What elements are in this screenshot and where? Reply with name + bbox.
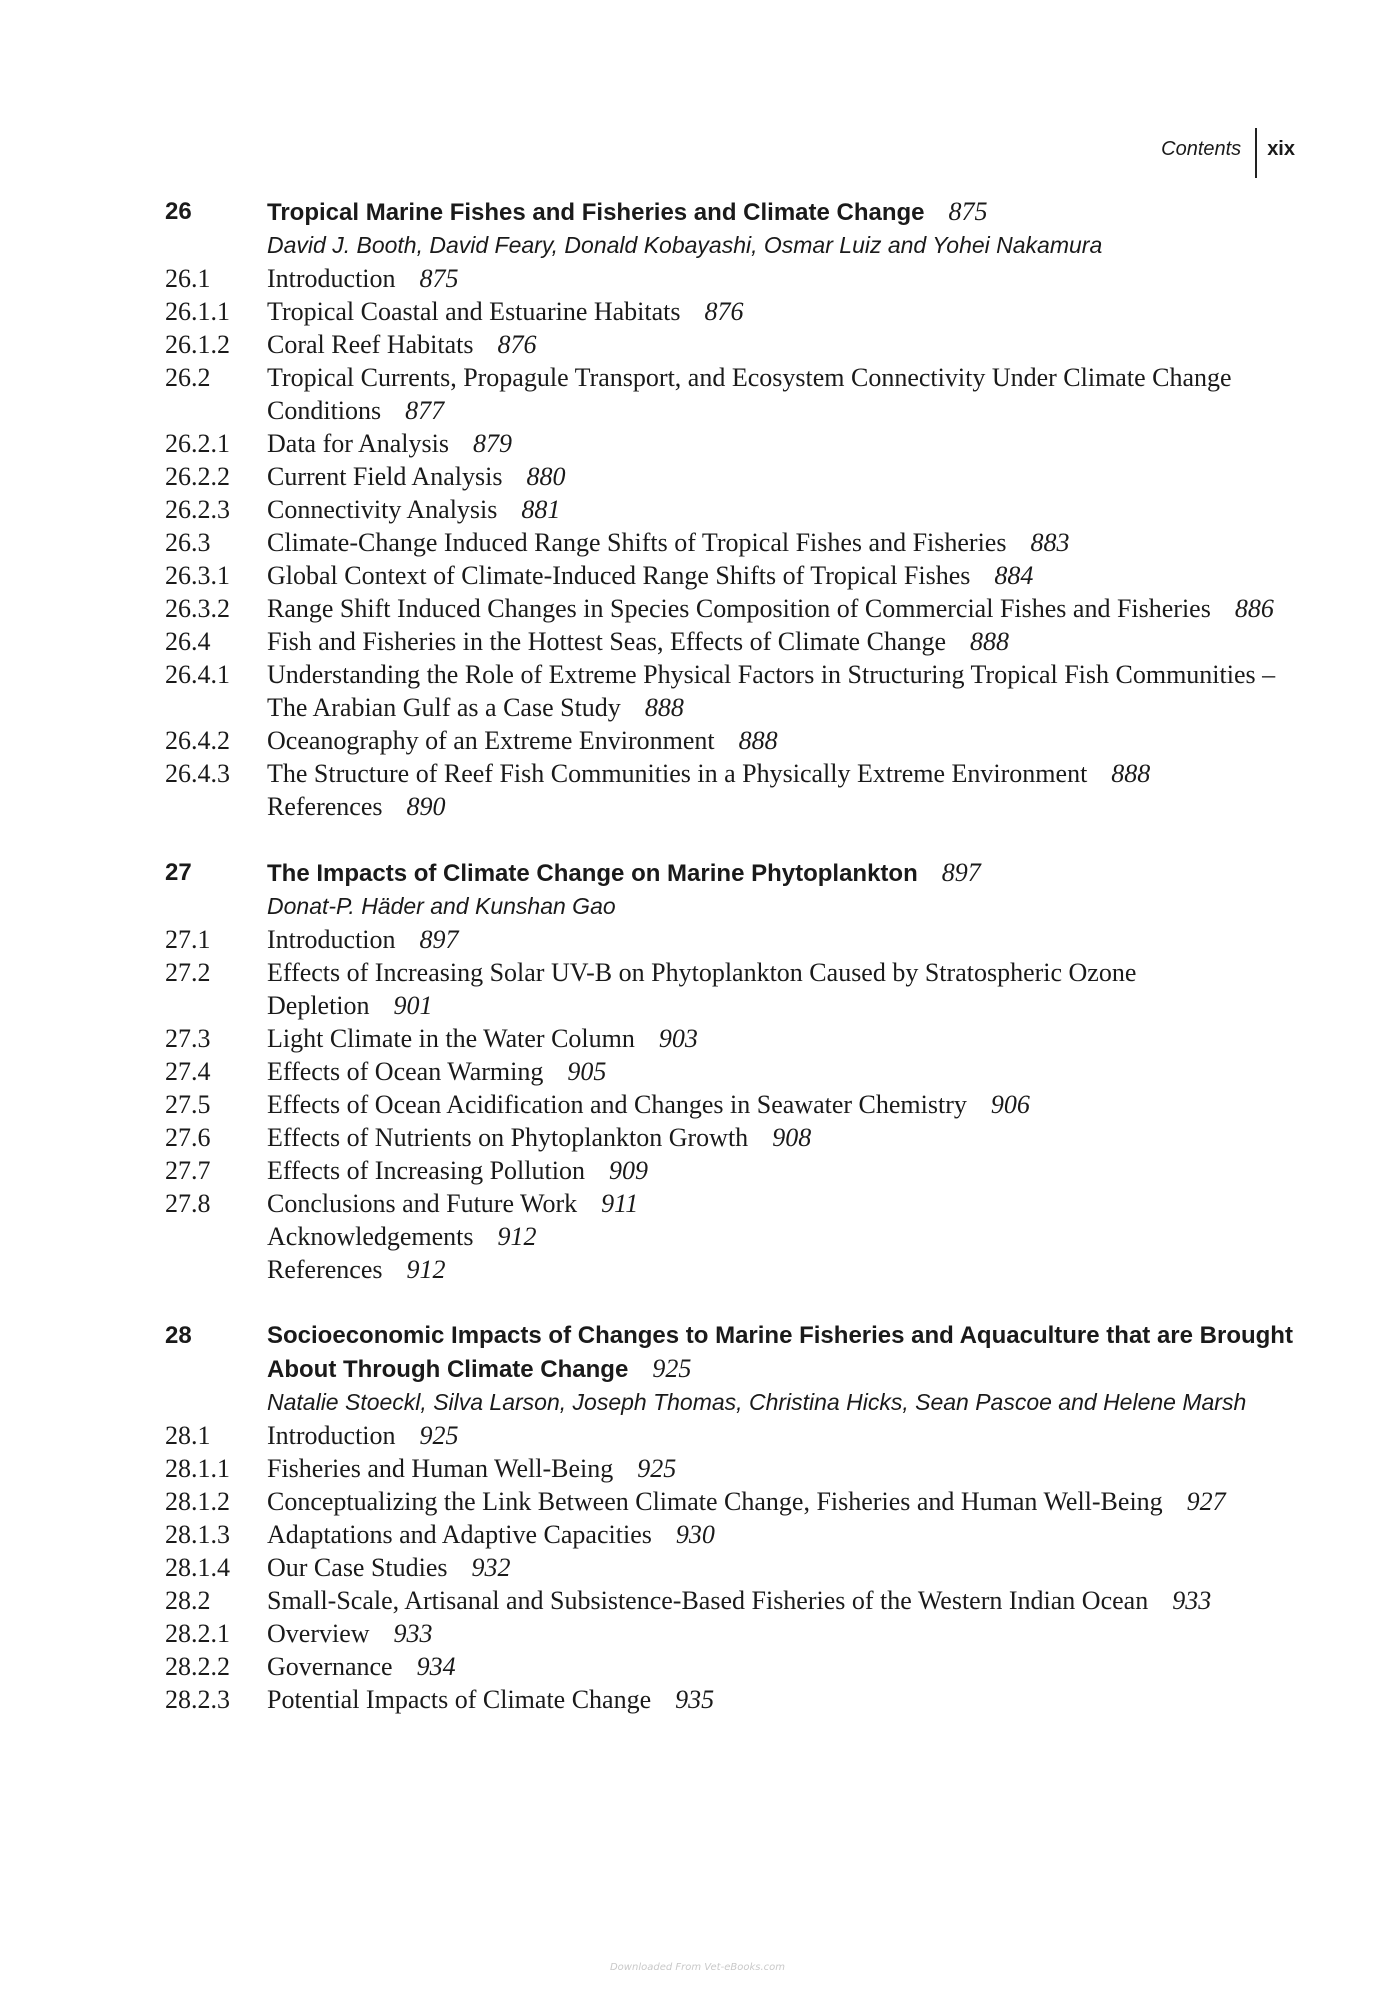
section-body	[267, 923, 1305, 956]
section-title: Connectivity Analysis	[267, 495, 498, 524]
chapter-title-link[interactable]	[267, 195, 1305, 229]
toc-entry[interactable]	[165, 1584, 1305, 1617]
section-body	[267, 1551, 1305, 1584]
section-page: 932	[471, 1553, 511, 1582]
section-page: 888	[644, 693, 684, 722]
section-number: 26.2.1	[165, 429, 230, 458]
toc-entry[interactable]	[165, 1220, 1305, 1253]
section-number: 28.1.2	[165, 1487, 230, 1516]
section-body	[267, 1253, 1305, 1286]
chapter-heading	[165, 195, 1305, 229]
toc-entry[interactable]	[165, 1022, 1305, 1055]
section-title: Adaptations and Adaptive Capacities	[267, 1520, 652, 1549]
section-page: 888	[970, 627, 1010, 656]
section-page: 912	[406, 1255, 446, 1284]
chapter-title: The Impacts of Climate Change on Marine Phytoplankton	[267, 860, 918, 887]
section-body	[267, 1154, 1305, 1187]
section-body	[267, 1584, 1305, 1617]
toc-entry[interactable]	[165, 1154, 1305, 1187]
section-body	[267, 295, 1305, 328]
chapter-number: 28	[165, 1322, 192, 1349]
running-header	[1161, 128, 1295, 178]
toc-entry[interactable]	[165, 1551, 1305, 1584]
section-number: 27.3	[165, 1024, 211, 1053]
toc-entry[interactable]	[165, 1485, 1305, 1518]
section-page: 925	[637, 1454, 677, 1483]
toc-entry[interactable]	[165, 1088, 1305, 1121]
section-page: 905	[567, 1057, 607, 1086]
section-number: 26.4.3	[165, 759, 230, 788]
section-page: 933	[393, 1619, 433, 1648]
section-title: Current Field Analysis	[267, 462, 503, 491]
section-number: 28.1	[165, 1421, 211, 1450]
section-page: 908	[772, 1123, 812, 1152]
section-body	[267, 1419, 1305, 1452]
section-page: 888	[738, 726, 778, 755]
section-body	[267, 328, 1305, 361]
section-body	[267, 1022, 1305, 1055]
section-number: 26.2.3	[165, 495, 230, 524]
section-title: Introduction	[267, 1421, 396, 1450]
section-body	[267, 592, 1305, 625]
section-title: Tropical Coastal and Estuarine Habitats	[267, 297, 681, 326]
chapter-page: 925	[652, 1354, 692, 1383]
section-page: 901	[393, 991, 433, 1020]
section-number: 27.8	[165, 1189, 211, 1218]
chapter-heading	[165, 856, 1305, 890]
section-number: 28.1.4	[165, 1553, 230, 1582]
section-title: Overview	[267, 1619, 370, 1648]
chapter-title-link[interactable]	[267, 856, 1305, 890]
chapter-authors: David J. Booth, David Feary, Donald Kobayashi, Osmar Luiz and Yohei Nakamura	[267, 232, 1103, 258]
section-title: Coral Reef Habitats	[267, 330, 474, 359]
section-title: Light Climate in the Water Column	[267, 1024, 635, 1053]
section-number: 26.4.2	[165, 726, 230, 755]
toc-entry[interactable]	[165, 625, 1305, 658]
section-page: 880	[526, 462, 566, 491]
section-title: References	[267, 792, 383, 821]
toc-entry[interactable]	[165, 1121, 1305, 1154]
section-number: 28.2.3	[165, 1685, 230, 1714]
section-title: Understanding the Role of Extreme Physical Factors in Structuring Tropical Fish Communities – The Arabian Gulf as a Case Study	[267, 660, 1276, 722]
section-page: 909	[608, 1156, 648, 1185]
section-body	[267, 493, 1305, 526]
section-body	[267, 724, 1305, 757]
section-page: 897	[419, 925, 459, 954]
toc-entry[interactable]	[165, 1617, 1305, 1650]
section-title: Effects of Ocean Warming	[267, 1057, 544, 1086]
section-page: 911	[601, 1189, 639, 1218]
section-page: 888	[1111, 759, 1151, 788]
section-number: 27.1	[165, 925, 211, 954]
toc-entry[interactable]	[165, 658, 1305, 724]
section-body	[267, 1452, 1305, 1485]
section-number	[165, 1253, 267, 1286]
section-number: 28.2.2	[165, 1652, 230, 1681]
toc-entry[interactable]	[165, 1419, 1305, 1452]
section-number: 26.1.1	[165, 297, 230, 326]
section-body	[267, 1650, 1305, 1683]
chapter-heading	[165, 1319, 1305, 1386]
section-page: 876	[704, 297, 744, 326]
section-page: 925	[419, 1421, 459, 1450]
toc-entry[interactable]	[165, 1650, 1305, 1683]
section-title: Conclusions and Future Work	[267, 1189, 578, 1218]
toc-entry[interactable]	[165, 295, 1305, 328]
toc-entry[interactable]	[165, 328, 1305, 361]
section-body	[267, 757, 1305, 790]
section-page: 906	[990, 1090, 1030, 1119]
section-number: 28.2	[165, 1586, 211, 1615]
section-body	[267, 1088, 1305, 1121]
section-body	[267, 1121, 1305, 1154]
toc-entry[interactable]	[165, 790, 1305, 823]
toc-entry[interactable]	[165, 1055, 1305, 1088]
section-body	[267, 262, 1305, 295]
chapter-block	[165, 1319, 1305, 1716]
chapter-page: 875	[948, 197, 988, 226]
toc-entry[interactable]	[165, 1683, 1305, 1716]
chapter-block	[165, 195, 1305, 823]
toc-entry[interactable]	[165, 592, 1305, 625]
section-body	[267, 625, 1305, 658]
toc-entry[interactable]	[165, 460, 1305, 493]
section-number: 27.4	[165, 1057, 211, 1086]
chapter-page: 897	[941, 858, 981, 887]
section-title: Effects of Ocean Acidification and Changes in Seawater Chemistry	[267, 1090, 967, 1119]
section-page: 883	[1030, 528, 1070, 557]
section-page: 881	[521, 495, 561, 524]
section-number: 26.3.2	[165, 594, 230, 623]
section-number: 26.1	[165, 264, 211, 293]
section-page: 875	[419, 264, 459, 293]
section-number: 26.3	[165, 528, 211, 557]
section-title: Climate-Change Induced Range Shifts of Tropical Fishes and Fisheries	[267, 528, 1007, 557]
section-body	[267, 361, 1305, 427]
section-number: 28.2.1	[165, 1619, 230, 1648]
section-title: Acknowledgements	[267, 1222, 474, 1251]
section-number: 27.2	[165, 958, 211, 987]
section-title: Oceanography of an Extreme Environment	[267, 726, 715, 755]
toc-entry[interactable]	[165, 526, 1305, 559]
watermark: Downloaded From Vet-eBooks.com	[609, 1962, 785, 1973]
toc-entry[interactable]	[165, 724, 1305, 757]
section-page: 927	[1186, 1487, 1226, 1516]
section-body	[267, 427, 1305, 460]
section-body	[267, 1683, 1305, 1716]
toc-entry[interactable]	[165, 956, 1305, 1022]
section-title: Data for Analysis	[267, 429, 449, 458]
section-number: 26.2.2	[165, 462, 230, 491]
section-body	[267, 559, 1305, 592]
chapter-number: 27	[165, 859, 192, 886]
chapter-title-link[interactable]	[267, 1319, 1305, 1386]
section-title: Small-Scale, Artisanal and Subsistence-Based Fisheries of the Western Indian Ocean	[267, 1586, 1149, 1615]
section-number: 28.1.1	[165, 1454, 230, 1483]
toc-entry[interactable]	[165, 262, 1305, 295]
toc-entry[interactable]	[165, 1518, 1305, 1551]
section-page: 934	[416, 1652, 456, 1681]
toc-entry[interactable]	[165, 1253, 1305, 1286]
running-title: Contents	[1161, 138, 1242, 160]
section-title: Effects of Increasing Solar UV-B on Phytoplankton Caused by Stratospheric Ozone Depletion	[267, 958, 1137, 1020]
section-number: 27.7	[165, 1156, 211, 1185]
section-page: 884	[994, 561, 1034, 590]
section-title: Fisheries and Human Well-Being	[267, 1454, 614, 1483]
toc-entry[interactable]	[165, 361, 1305, 427]
toc-entry[interactable]	[165, 559, 1305, 592]
section-body	[267, 1485, 1305, 1518]
chapter-title: Tropical Marine Fishes and Fisheries and Climate Change	[267, 199, 925, 226]
section-body	[267, 1055, 1305, 1088]
section-number: 27.5	[165, 1090, 211, 1119]
section-page: 933	[1172, 1586, 1212, 1615]
section-number: 27.6	[165, 1123, 211, 1152]
section-title: Introduction	[267, 925, 396, 954]
section-number: 28.1.3	[165, 1520, 230, 1549]
chapter-title: Socioeconomic Impacts of Changes to Marine Fisheries and Aquaculture that are Brought About Through Climate Change	[267, 1322, 1293, 1383]
section-page: 879	[472, 429, 512, 458]
section-page: 876	[497, 330, 537, 359]
section-title: Effects of Nutrients on Phytoplankton Growth	[267, 1123, 749, 1152]
section-title: Range Shift Induced Changes in Species Composition of Commercial Fishes and Fisheries	[267, 594, 1211, 623]
section-page: 877	[405, 396, 445, 425]
toc-entry[interactable]	[165, 427, 1305, 460]
section-title: Our Case Studies	[267, 1553, 448, 1582]
table-of-contents	[165, 195, 1305, 1716]
section-body	[267, 1518, 1305, 1551]
section-title: Global Context of Climate-Induced Range Shifts of Tropical Fishes	[267, 561, 971, 590]
toc-entry[interactable]	[165, 923, 1305, 956]
section-body	[267, 1187, 1305, 1220]
page-number: xix	[1267, 138, 1295, 160]
section-title: The Structure of Reef Fish Communities in a Physically Extreme Environment	[267, 759, 1088, 788]
section-body	[267, 790, 1305, 823]
section-body	[267, 658, 1305, 724]
section-page: 890	[406, 792, 446, 821]
toc-entry[interactable]	[165, 757, 1305, 790]
section-page: 903	[658, 1024, 698, 1053]
section-page: 935	[675, 1685, 715, 1714]
section-body	[267, 460, 1305, 493]
section-title: Conceptualizing the Link Between Climate Change, Fisheries and Human Well-Being	[267, 1487, 1163, 1516]
section-number	[165, 1220, 267, 1253]
section-title: Introduction	[267, 264, 396, 293]
chapter-authors: Donat-P. Häder and Kunshan Gao	[267, 893, 616, 919]
toc-entry[interactable]	[165, 1452, 1305, 1485]
section-body	[267, 956, 1305, 1022]
section-title: Governance	[267, 1652, 393, 1681]
toc-entry[interactable]	[165, 493, 1305, 526]
section-number: 26.2	[165, 363, 211, 392]
section-page: 886	[1234, 594, 1274, 623]
section-body	[267, 1617, 1305, 1650]
section-title: Effects of Increasing Pollution	[267, 1156, 585, 1185]
section-title: References	[267, 1255, 383, 1284]
section-number: 26.4.1	[165, 660, 230, 689]
section-number	[165, 790, 267, 823]
section-title: Potential Impacts of Climate Change	[267, 1685, 652, 1714]
section-number: 26.1.2	[165, 330, 230, 359]
chapter-authors: Natalie Stoeckl, Silva Larson, Joseph Thomas, Christina Hicks, Sean Pascoe and Helene Marsh	[267, 1389, 1247, 1415]
section-body	[267, 526, 1305, 559]
chapter-number: 26	[165, 198, 192, 225]
chapter-block	[165, 856, 1305, 1286]
section-number: 26.3.1	[165, 561, 230, 590]
section-body	[267, 1220, 1305, 1253]
section-page: 912	[497, 1222, 537, 1251]
section-title: Tropical Currents, Propagule Transport, and Ecosystem Connectivity Under Climate Change Conditions	[267, 363, 1232, 425]
section-title: Fish and Fisheries in the Hottest Seas, Effects of Climate Change	[267, 627, 947, 656]
section-page: 930	[675, 1520, 715, 1549]
toc-entry[interactable]	[165, 1187, 1305, 1220]
section-number: 26.4	[165, 627, 211, 656]
